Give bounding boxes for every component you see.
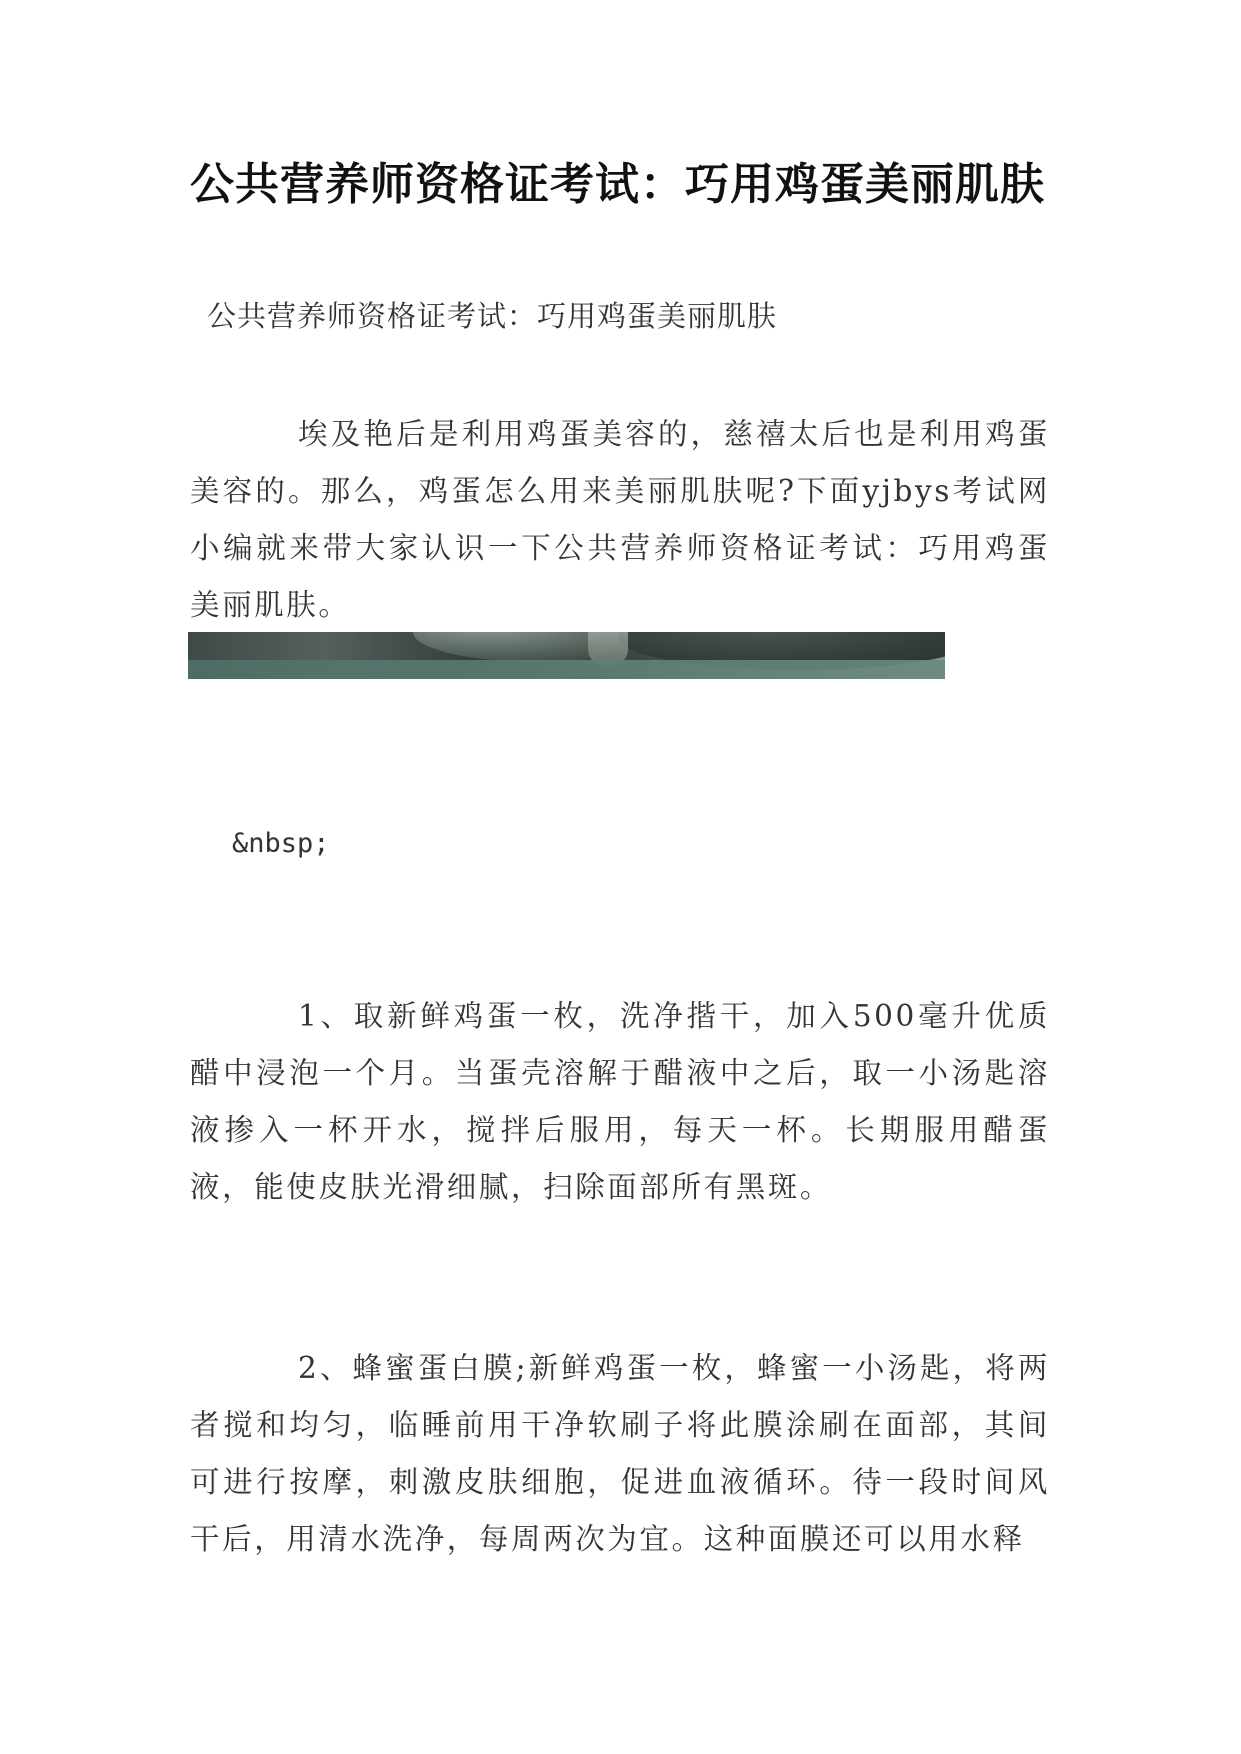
document-subtitle: 公共营养师资格证考试：巧用鸡蛋美丽肌肤 xyxy=(207,299,778,333)
step-1-paragraph: 1、取新鲜鸡蛋一枚，洗净揩干，加入500毫升优质醋中浸泡一个月。当蛋壳溶解于醋液中之后，取一小汤匙溶液掺入一杯开水，搅拌后服用，每天一杯。长期服用醋蛋液，能使皮肤光滑细腻，扫除面部所有黑斑。 xyxy=(190,999,1050,1204)
intro-paragraph: 埃及艳后是利用鸡蛋美容的，慈禧太后也是利用鸡蛋美容的。那么，鸡蛋怎么用来美丽肌肤呢?下面yjbys考试网小编就来带大家认识一下公共营养师资格证考试：巧用鸡蛋美丽肌肤。 xyxy=(190,417,1050,622)
document-title: 公共营养师资格证考试：巧用鸡蛋美丽肌肤 xyxy=(190,159,1045,210)
nbsp-literal-text: &nbsp; xyxy=(232,828,330,859)
step-2-paragraph: 2、蜂蜜蛋白膜;新鲜鸡蛋一枚，蜂蜜一小汤匙，将两者搅和均匀，临睡前用干净软刷子将此膜涂刷在面部，其间可进行按摩，刺激皮肤细胞，促进血液循环。待一段时间风干后，用清水洗净，每周两次为宜。这种面膜还可以用水释 xyxy=(190,1351,1050,1556)
photo-water-band xyxy=(188,660,945,679)
egg-photo-image xyxy=(188,632,945,679)
